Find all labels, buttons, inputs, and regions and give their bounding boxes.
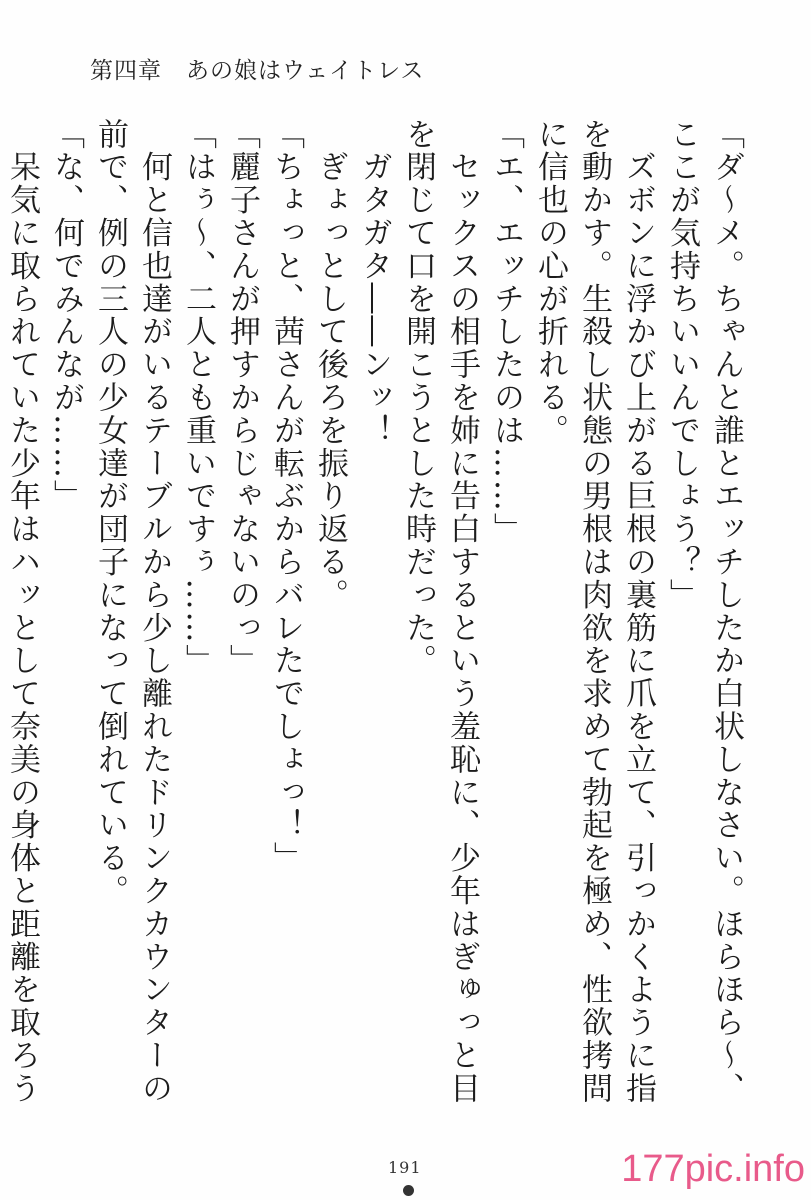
paragraph: 「エ、エッチしたのは……」: [488, 118, 524, 546]
paragraph: 「ちょっと、茜さんが転ぶからバレたでしょっ！」: [268, 118, 304, 875]
paragraph: 「な、何でみんなが……」: [48, 118, 84, 513]
paragraph: 呆気に取られていた少年はハッとして奈美の身体と距離を取ろう: [4, 150, 40, 1105]
paragraph: ガタガタ――ンッ！: [356, 118, 392, 447]
page-number: 191: [388, 1158, 422, 1177]
watermark-text: 177pic.info: [621, 1148, 805, 1190]
running-head: 第四章 あの娘はウェイトレス: [90, 58, 425, 84]
paragraph: 「麗子さんが押すからじゃないのっ」: [224, 118, 260, 678]
paragraph: 「ダ～メ。ちゃんと誰とエッチしたか白状しなさい。ほらほら～、ここが気持ちいいんでしょう？」: [664, 118, 744, 1105]
vertical-text-body: [4, 118, 748, 1128]
paragraph: ズボンに浮かび上がる巨根の裏筋に爪を立て、引っかくように指を動かす。生殺し状態の男根は肉欲を求めて勃起を極め、性欲拷問に信也の心が折れる。: [532, 118, 656, 1105]
paragraph: 何と信也達がいるテーブルから少し離れたドリンクカウンターの前で、例の三人の少女達が団子になって倒れている。: [92, 118, 172, 1105]
paragraph: ぎょっとして後ろを振り返る。: [312, 118, 348, 612]
page-dot-ornament: [403, 1185, 414, 1196]
paragraph: セックスの相手を姉に告白するという羞恥に、少年はぎゅっと目を閉じて口を開こうとした時だった。: [400, 118, 480, 1105]
paragraph: 「はぅ～、二人とも重いですぅ……」: [180, 118, 216, 678]
